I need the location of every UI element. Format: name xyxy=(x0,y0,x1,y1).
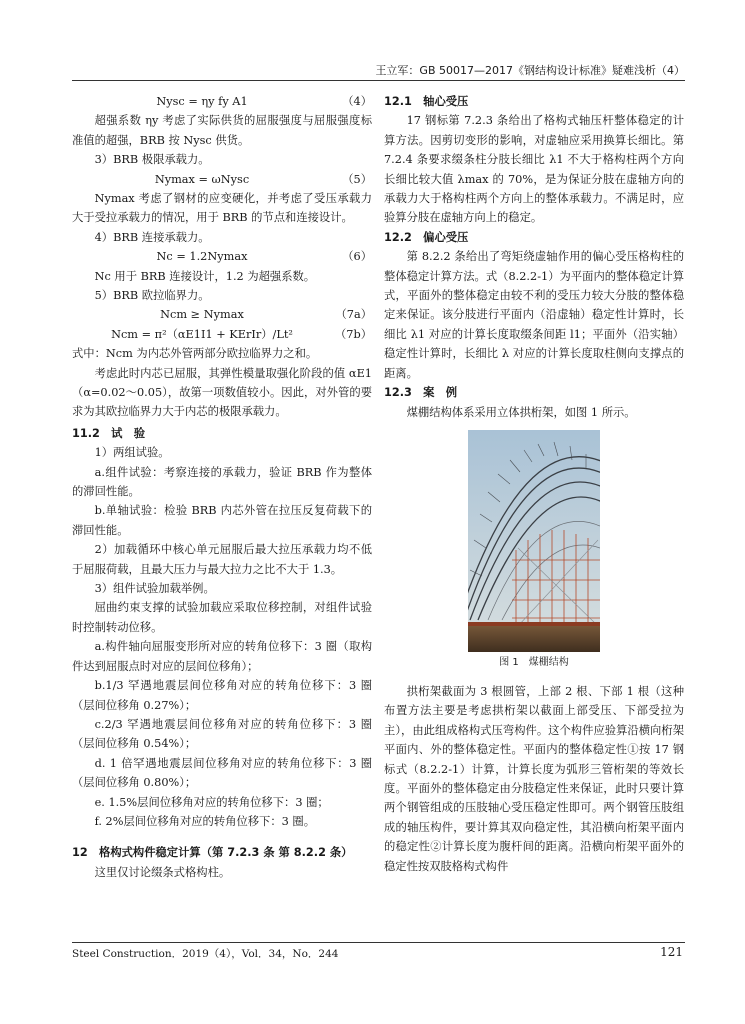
paragraph: 煤棚结构体系采用立体拱桁架，如图 1 所示。 xyxy=(406,405,636,419)
left-column xyxy=(72,92,372,882)
paragraph: c.2/3 罕遇地震层间位移角对应的转角位移下：3 圈（层间位移角 0.54%）； xyxy=(72,717,372,751)
running-header: 王立军：GB 50017—2017《钢结构设计标准》疑难浅析（4） xyxy=(375,64,685,77)
paragraph: b.1/3 罕遇地震层间位移角对应的转角位移下：3 圈（层间位移角 0.27%）； xyxy=(72,679,372,712)
paragraph: a.组件试验：考察连接的承载力，验证 BRB 作为整体的滞回性能。 xyxy=(72,465,372,499)
equation-7a xyxy=(72,305,372,324)
coal-shed-photo xyxy=(468,430,600,652)
equation-4 xyxy=(72,92,372,111)
paragraph: a.构件轴向屈服变形所对应的转角位移下：3 圈（取构件达到屈服点时对应的层间位移角）； xyxy=(72,640,372,673)
paragraph: 17 钢标第 7.2.3 条给出了格构式轴压杆整体稳定的计算方法。因剪切变形的影响，对虚轴应采用换算长细比。第 7.2.4 条要求缀条柱分肢长细比 λ1 不大于格构柱两个方向长细比较大值 λmax 的 70%，是为保证分肢在虚轴方向的承载力大于格构柱两个方向上的整体承载力。不满足时，应验算分肢在虚轴方向上的稳定。 xyxy=(384,114,684,225)
equation-number: （6） xyxy=(342,250,372,264)
equation-number: （7a） xyxy=(335,308,372,322)
paragraph: d. 1 倍罕遇地震层间位移角对应的转角位移下：3 圈（层间位移角 0.80%）； xyxy=(72,756,372,790)
equation-number: （4） xyxy=(342,95,372,108)
figure-1 xyxy=(384,430,684,670)
paragraph: f. 2%层间位移角对应的转角位移下：3 圈。 xyxy=(94,814,316,828)
paragraph: Nc 用于 BRB 连接设计，1.2 为超强系数。 xyxy=(94,269,316,283)
equation-number: （7b） xyxy=(334,327,372,341)
equation-formula: Ncm ≥ Nymax xyxy=(160,308,244,322)
equation-number: （5） xyxy=(342,172,372,186)
paragraph: 2）加载循环中核心单元屈服后最大拉压承载力均不低于屈服荷载，且最大压力与最大拉力之比不大于 1.3。 xyxy=(72,543,372,576)
paragraph: 第 8.2.2 条给出了弯矩绕虚轴作用的偏心受压格构柱的整体稳定计算方法。式（8.2.2-1）为平面内的整体稳定计算式，平面外的整体稳定由较不利的受压力较大分肢的整体稳定来保证。该分肢进行平面内（沿虚轴）稳定性计算时，长细比 λ1 对应的计算长度取缀条间距 l1；平面外（沿实轴）稳定性计算时，长细比 λ 对应的计算长度取柱侧向支撑点的距离。 xyxy=(384,250,684,380)
paragraph: 拱桁架截面为 3 根圆管，上部 2 根、下部 1 根（这种布置方法主要是考虑拱桁架以截面上部受压、下部受拉为主），由此组成格构式压弯构件。这个构件应验算沿横向桁架平面内、外的整体稳定性。平面内的整体稳定性①按 17 钢标式（8.2.2-1）计算，计算长度为弧形三管桁架的等效长度。平面外的整体稳定由分肢稳定性来保证，此时只要计算两个钢管组成的压肢轴心受压稳定性即可。两个钢管压肢组成的轴压构件，要计算其双向稳定性，其沿横向桁架平面内的稳定性②计算长度为腹杆间的距离。沿横向桁架平面外的稳定性按双肢格构式构件 xyxy=(384,684,684,873)
paragraph: 3）BRB 极限承载力。 xyxy=(94,153,210,167)
equation-formula: Nymax = ωNysc xyxy=(154,172,250,186)
paragraph: Nymax 考虑了钢材的应变硬化，并考虑了受压承载力大于受拉承载力的情况，用于 BRB 的节点和连接设计。 xyxy=(72,192,372,225)
section-heading-12-3: 12.3 案 例 xyxy=(384,386,458,400)
equation-formula: Nysc = ηy fy A1 xyxy=(156,95,248,108)
right-column xyxy=(384,92,684,876)
paragraph: 1）两组试验。 xyxy=(94,446,170,460)
paragraph: 超强系数 ηy 考虑了实际供货的屈服强度与屈服强度标准值的超强，BRB 按 Nysc 供货。 xyxy=(72,114,372,147)
section-heading-11-2: 11.2 试 验 xyxy=(72,426,146,440)
footer-rule xyxy=(72,942,685,943)
paragraph: b.单轴试验：检验 BRB 内芯外管在拉压反复荷载下的滞回性能。 xyxy=(72,504,372,537)
equation-formula: Nc = 1.2Nymax xyxy=(156,250,248,264)
header-rule xyxy=(72,80,685,81)
section-heading-12-1: 12.1 轴心受压 xyxy=(384,95,469,108)
equation-5 xyxy=(72,170,372,189)
equation-formula: Ncm = π²（αE1I1 + KErIr）/Lt² xyxy=(111,327,293,341)
page-number: 121 xyxy=(660,945,683,959)
paragraph: 3）组件试验加载举例。 xyxy=(94,582,215,596)
equation-6 xyxy=(72,247,372,266)
paragraph: 这里仅讨论缀条式格构柱。 xyxy=(94,865,231,879)
journal-footer: Steel Construction．2019（4），Vol．34，No．244 xyxy=(72,948,339,960)
paragraph: 式中：Ncm 为内芯外管两部分欧拉临界力之和。 xyxy=(72,347,318,361)
paragraph: 考虑此时内芯已屈服，其弹性模量取强化阶段的值 αE1（α=0.02～0.05），故第一项数值较小。因此，对外管的要求为其欧拉临界力大于内芯的极限承载力。 xyxy=(72,366,372,419)
paragraph: 屈曲约束支撑的试验加载应采取位移控制，对组件试验时控制转动位移。 xyxy=(72,601,372,634)
figure-caption: 图 1 煤棚结构 xyxy=(499,656,569,668)
paragraph: 5）BRB 欧拉临界力。 xyxy=(94,289,210,303)
equation-7b xyxy=(72,325,372,344)
section-heading-12: 12 格构式构件稳定计算（第 7.2.3 条 第 8.2.2 条） xyxy=(72,846,353,860)
paragraph: e. 1.5%层间位移角对应的转角位移下：3 圈； xyxy=(94,795,329,809)
section-heading-12-2: 12.2 偏心受压 xyxy=(384,230,469,244)
paragraph: 4）BRB 连接承载力。 xyxy=(94,230,210,244)
